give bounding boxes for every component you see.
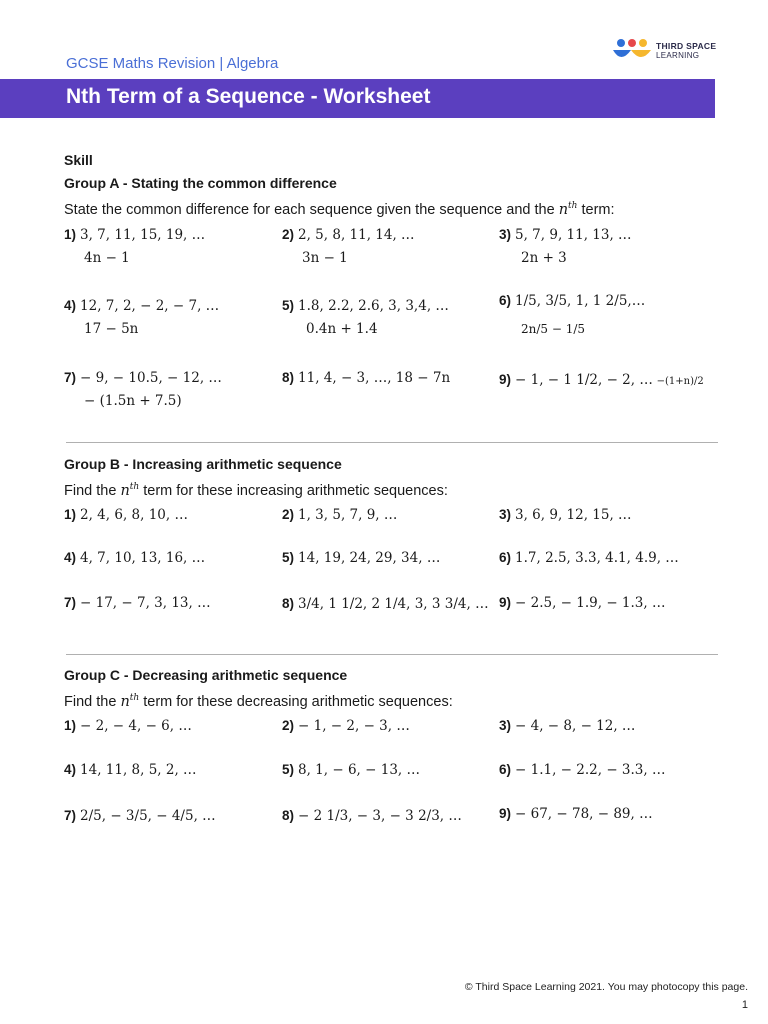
question-number: 5) [282, 298, 295, 313]
question-number: 3) [499, 718, 512, 733]
question-sequence: 2, 4, 6, 8, 10, … [80, 507, 188, 523]
question-a4 [64, 298, 219, 314]
instruction-n: n [120, 482, 130, 499]
question-sequence: 1/5, 3/5, 1, 1 2/5,… [515, 293, 646, 309]
question-number: 7) [64, 370, 77, 385]
third-space-learning-logo [612, 38, 732, 64]
question-c4 [64, 762, 197, 778]
question-sequence: − 2 1/3, − 3, − 3 2/3, … [298, 808, 462, 824]
question-a2 [282, 227, 415, 243]
question-b4 [64, 550, 205, 566]
logo-line2: LEARNING [656, 51, 700, 60]
question-number: 9) [499, 806, 512, 821]
question-sequence: 1.7, 2.5, 3.3, 4.1, 4.9, … [515, 550, 679, 566]
question-number: 1) [64, 718, 77, 733]
question-sequence: 1.8, 2.2, 2.6, 3, 3,4, … [298, 298, 449, 314]
question-c3 [499, 718, 635, 734]
group-a-instruction [64, 201, 615, 218]
question-number: 8) [282, 596, 295, 611]
question-b2 [282, 507, 397, 523]
question-sequence: 11, 4, − 3, …, 18 − 7n [298, 370, 451, 386]
question-c6 [499, 762, 665, 778]
copyright-notice: © Third Space Learning 2021. You may photocopy this page. [464, 981, 748, 993]
question-a7-rule: − (1.5n + 7.5) [84, 393, 182, 409]
question-a4-rule: 17 − 5n [84, 321, 139, 337]
instruction-text-end: term for these decreasing arithmetic sequences: [143, 693, 453, 710]
group-b-heading: Group B - Increasing arithmetic sequence [64, 456, 342, 472]
question-sequence: 5, 7, 9, 11, 13, … [515, 227, 632, 243]
question-sequence: 8, 1, − 6, − 13, … [298, 762, 420, 778]
question-sequence: − 2, − 4, − 6, … [80, 718, 192, 734]
question-a2-rule: 3n − 1 [302, 250, 348, 266]
question-sequence: − 1.1, − 2.2, − 3.3, … [515, 762, 666, 778]
question-sequence: 4, 7, 10, 13, 16, … [80, 550, 206, 566]
skill-label: Skill [64, 152, 93, 168]
question-sequence: 12, 7, 2, − 2, − 7, … [80, 298, 220, 314]
logo-icon [612, 38, 652, 64]
question-b6 [499, 550, 679, 566]
question-number: 4) [64, 550, 77, 565]
group-c-heading: Group C - Decreasing arithmetic sequence [64, 667, 348, 683]
question-number: 8) [282, 370, 295, 385]
question-a3-rule: 2n + 3 [521, 250, 567, 266]
question-a3 [499, 227, 632, 243]
question-number: 7) [64, 595, 77, 610]
question-a6 [499, 293, 645, 309]
question-c7 [64, 808, 216, 824]
question-number: 7) [64, 808, 77, 823]
section-divider [66, 654, 718, 655]
question-a8 [282, 370, 450, 386]
question-sequence: − 9, − 10.5, − 12, … [80, 370, 222, 386]
question-c1 [64, 718, 192, 734]
question-number: 6) [499, 293, 512, 308]
question-sequence: 3/4, 1 1/2, 2 1/4, 3, 3 3/4, … [298, 596, 489, 612]
question-number: 1) [64, 227, 77, 242]
question-sequence: − 4, − 8, − 12, … [515, 718, 636, 734]
question-a9 [499, 372, 704, 388]
instruction-n: n [120, 693, 130, 710]
question-b9 [499, 595, 665, 611]
question-number: 9) [499, 595, 512, 610]
title-banner [0, 79, 715, 118]
question-sequence: 3, 7, 11, 15, 19, … [80, 227, 206, 243]
question-sequence: 1, 3, 5, 7, 9, … [298, 507, 398, 523]
logo-wordmark [656, 41, 716, 61]
question-b7 [64, 595, 211, 611]
question-c5 [282, 762, 420, 778]
instruction-sup: th [129, 482, 140, 492]
question-a7 [64, 370, 222, 386]
question-number: 4) [64, 298, 77, 313]
question-number: 1) [64, 507, 77, 522]
subtitle: GCSE Maths Revision | Algebra [66, 55, 279, 72]
section-divider [66, 442, 718, 443]
question-a5-rule: 0.4n + 1.4 [306, 321, 378, 337]
question-number: 3) [499, 227, 512, 242]
question-sequence: 2/5, − 3/5, − 4/5, … [80, 808, 216, 824]
question-a1 [64, 227, 205, 243]
question-number: 8) [282, 808, 295, 823]
question-sequence: − 1, − 1 1/2, − 2, … [515, 372, 653, 388]
question-sequence: − 67, − 78, − 89, … [515, 806, 653, 822]
question-number: 6) [499, 550, 512, 565]
question-a1-rule: 4n − 1 [84, 250, 130, 266]
question-number: 9) [499, 372, 512, 387]
question-number: 2) [282, 507, 295, 522]
question-sequence: − 2.5, − 1.9, − 1.3, … [515, 595, 666, 611]
question-b3 [499, 507, 632, 523]
group-c-instruction [64, 693, 453, 710]
instruction-sup: th [129, 693, 140, 703]
instruction-text: State the common difference for each sequence given the sequence and the [64, 201, 555, 218]
instruction-n: n [558, 201, 569, 218]
page-number: 1 [741, 999, 748, 1011]
question-number: 5) [282, 762, 295, 777]
question-number: 3) [499, 507, 512, 522]
question-number: 4) [64, 762, 77, 777]
page-title: Nth Term of a Sequence - Worksheet [66, 85, 431, 108]
instruction-text: Find the [64, 693, 117, 710]
question-b8 [282, 596, 489, 612]
question-sequence: 2, 5, 8, 11, 14, … [298, 227, 415, 243]
question-c8 [282, 808, 462, 824]
question-sequence: − 17, − 7, 3, 13, … [80, 595, 211, 611]
instruction-sup: th [568, 201, 578, 211]
question-rule: −(1+n)/2 [656, 376, 704, 387]
question-number: 2) [282, 718, 295, 733]
question-sequence: 14, 19, 24, 29, 34, … [298, 550, 441, 566]
question-sequence: − 1, − 2, − 3, … [298, 718, 410, 734]
question-b1 [64, 507, 188, 523]
instruction-text-end: term: [581, 201, 615, 218]
instruction-text: Find the [64, 482, 117, 499]
question-number: 5) [282, 550, 295, 565]
question-sequence: 3, 6, 9, 12, 15, … [515, 507, 632, 523]
group-a-heading: Group A - Stating the common difference [64, 175, 337, 191]
question-c9 [499, 806, 653, 822]
question-b5 [282, 550, 440, 566]
question-number: 2) [282, 227, 295, 242]
group-b-instruction [64, 482, 448, 499]
question-sequence: 14, 11, 8, 5, 2, … [80, 762, 197, 778]
logo-line1: THIRD SPACE [656, 41, 717, 51]
question-a6-rule: 2n/5 − 1/5 [521, 322, 586, 336]
question-c2 [282, 718, 410, 734]
question-number: 6) [499, 762, 512, 777]
question-a5 [282, 298, 449, 314]
instruction-text-end: term for these increasing arithmetic sequences: [143, 482, 448, 499]
